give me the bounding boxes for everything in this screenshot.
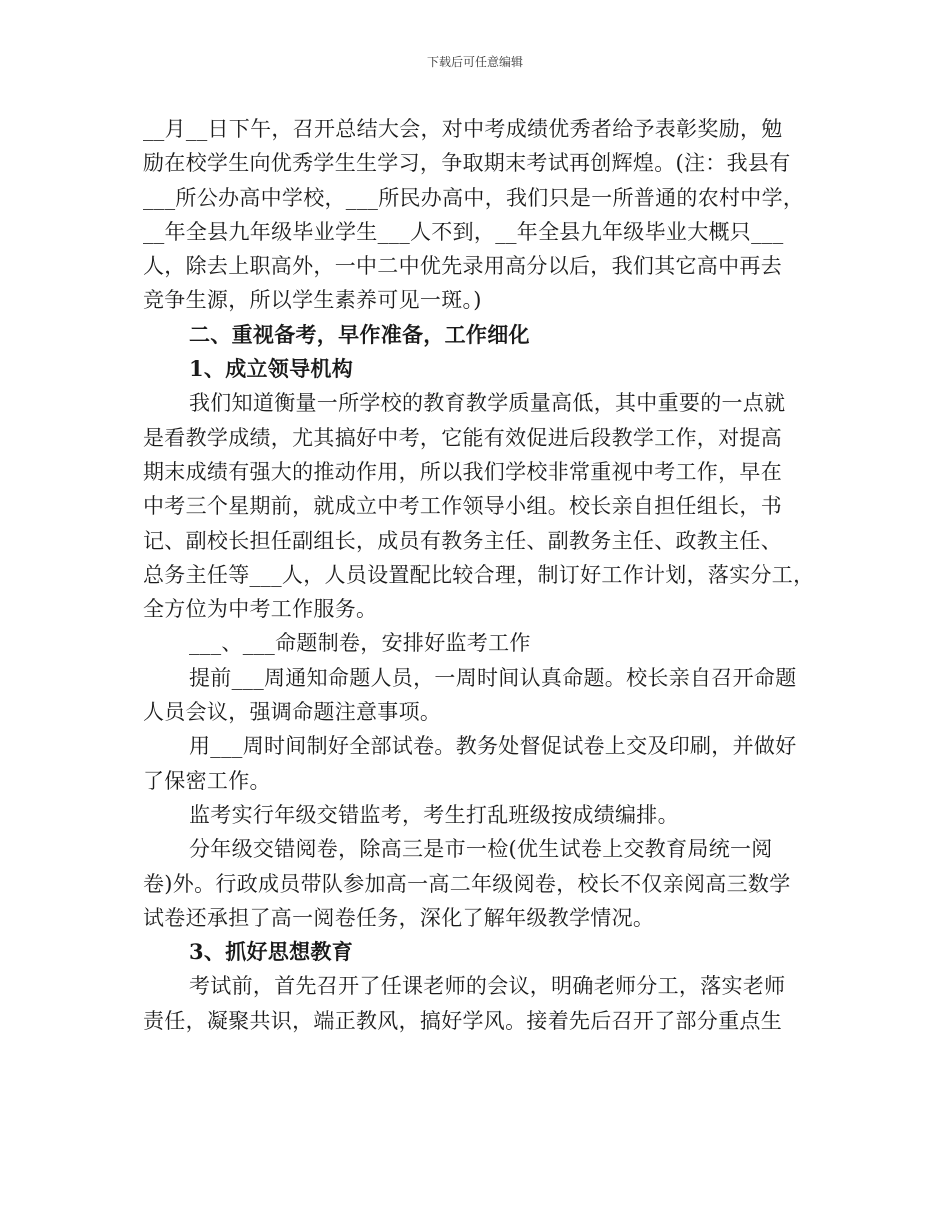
section-heading: 二、重视备考，早作准备，工作细化 <box>189 321 530 347</box>
text-line: 记、副校长担任副组长，成员有教务主任、副教务主任、政教主任、 <box>143 528 782 553</box>
text-line: __月__日下午，召开总结大会，对中考成绩优秀者给予表彰奖励，勉 <box>143 117 783 141</box>
text-line: 试卷还承担了高一阅卷任务，深化了解年级教学情况。 <box>143 905 655 930</box>
text-line: 分年级交错阅卷，除高三是市一检(优生试卷上交教育局统一阅 <box>189 837 773 862</box>
text-line: 人，除去上职高外，一中二中优先录用高分以后，我们其它高中再去 <box>143 254 782 279</box>
subsection-heading: ___、___命题制卷，安排好监考工作 <box>189 631 531 656</box>
text-line: 竞争生源，所以学生素养可见一斑。) <box>143 288 482 313</box>
text-line: 励在校学生向优秀学生生学习，争取期末考试再创辉煌。(注：我县有 <box>143 151 791 176</box>
text-line: 人员会议，强调命题注意事项。 <box>143 700 442 725</box>
text-line: 是看教学成绩，尤其搞好中考，它能有效促进后段教学工作，对提高 <box>143 425 782 450</box>
text-line: 中考三个星期前，就成立中考工作领导小组。校长亲自担任组长，书 <box>143 494 782 519</box>
text-line: 期末成绩有强大的推动作用，所以我们学校非常重视中考工作，早在 <box>143 459 782 484</box>
subsection-heading: 3、抓好思想教育 <box>189 939 354 965</box>
text-line: 提前___周通知命题人员，一周时间认真命题。校长亲自召开命题 <box>189 665 797 690</box>
text-line: 总务主任等___人，人员设置配比较合理，制订好工作计划，落实分工， <box>143 562 815 587</box>
text-line: 了保密工作。 <box>143 768 271 793</box>
page-header: 下载后可任意编辑 <box>426 55 523 69</box>
document-body <box>143 112 823 1038</box>
text-line: 责任，凝聚共识，端正教风，搞好学风。接着先后召开了部分重点生 <box>143 1008 782 1033</box>
text-line: __年全县九年级毕业学生___人不到，__年全县九年级毕业大概只___ <box>143 219 784 244</box>
text-line: 用___周时间制好全部试卷。教务处督促试卷上交及印刷，并做好 <box>189 734 797 759</box>
text-line: 全方位为中考工作服务。 <box>143 597 378 622</box>
text-line: 卷)外。行政成员带队参加高一高二年级阅卷，校长不仅亲阅高三数学 <box>143 871 791 896</box>
subsection-heading: 1、成立领导机构 <box>189 356 354 382</box>
text-line: 监考实行年级交错监考，考生打乱班级按成绩编排。 <box>189 802 679 827</box>
text-line: ___所公办高中学校，___所民办高中，我们只是一所普通的农村中学， <box>143 185 805 210</box>
text-line: 考试前，首先召开了任课老师的会议，明确老师分工，落实老师 <box>189 974 786 999</box>
text-line: 我们知道衡量一所学校的教育教学质量高低，其中重要的一点就 <box>189 391 786 416</box>
